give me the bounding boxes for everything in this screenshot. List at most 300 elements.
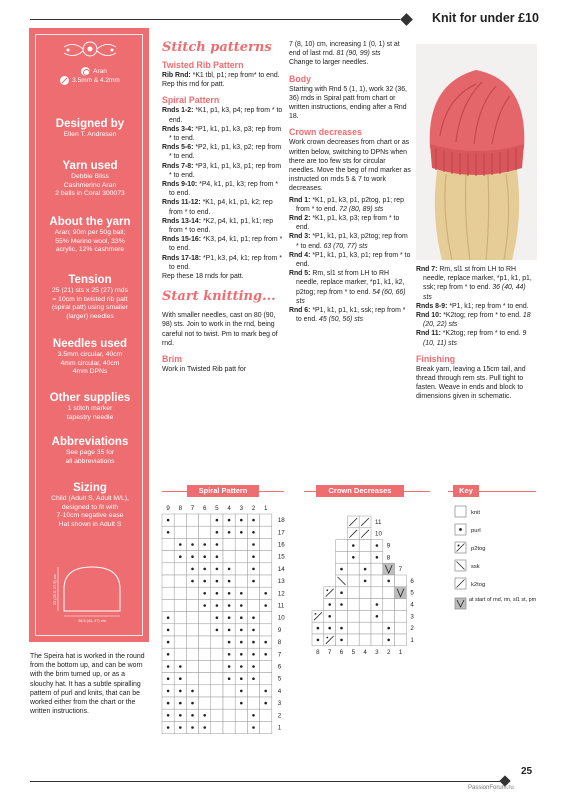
designer-name: Ellen T. Andresen: [63, 131, 117, 138]
chart-row-number: 7: [277, 651, 282, 659]
key-item-ssk: [455, 560, 480, 571]
floral-ornament-icon: [58, 39, 122, 61]
purl-dot: [228, 580, 231, 583]
hat-photo: [416, 44, 537, 260]
purl-dot: [252, 629, 255, 632]
crown-round-text: *P1, k1, p1, k1, ssk; rep from * to end.: [296, 307, 406, 324]
chart-cell: [211, 721, 223, 733]
purl-dot: [240, 702, 243, 705]
chart-column-number: 5: [351, 648, 356, 656]
rib-round-text: *K1 tbl, p1; rep from* to end.: [190, 72, 280, 79]
crown-round-label: Rnd 3:: [289, 233, 311, 241]
abbreviations-section: [36, 435, 144, 466]
chart-cell: [383, 610, 395, 622]
rib-round-label: Rib Rnd:: [162, 72, 191, 79]
chart-cell: [395, 634, 407, 646]
crown-stitch-count: 72 (80, 89) sts: [339, 205, 384, 213]
start-knitting-heading: Start knitting...: [162, 289, 276, 305]
other-supplies-heading: Other supplies: [49, 392, 131, 404]
chart-column-number: 1: [263, 505, 268, 512]
chart-column-number: 9: [166, 505, 170, 512]
column-3: [416, 265, 536, 402]
chart-cell: [235, 575, 247, 587]
chart-cell: [199, 697, 211, 709]
chart-row-number: 12: [277, 590, 285, 598]
purl-dot: [240, 592, 243, 595]
chart-cell: [235, 551, 247, 563]
crown-chart-title: Crown Decreases: [316, 485, 404, 497]
purl-dot: [317, 639, 320, 642]
purl-dot: [252, 677, 255, 680]
chart-cell: [383, 599, 395, 611]
sizing-line: designed to fit with: [61, 503, 119, 511]
chart-row-number: 6: [277, 663, 282, 671]
purl-dot: [167, 616, 170, 619]
chart-cell: [211, 636, 223, 648]
purl-dot: [240, 616, 243, 619]
chart-cell: [359, 634, 371, 646]
purl-dot: [240, 604, 243, 607]
needle-size: 3.5mm & 4.2mm: [72, 77, 120, 84]
purl-dot-icon: [459, 528, 462, 531]
spiral-round-label: Rnds 5-6:: [162, 144, 194, 152]
section-title: Knit for under £10: [432, 11, 539, 25]
purl-dot: [240, 677, 243, 680]
purl-dot: [352, 544, 355, 547]
chart-column-number: 8: [316, 648, 320, 656]
purl-dot: [228, 665, 231, 668]
about-yarn-line: 55% Merino wool, 33%: [55, 237, 125, 245]
purl-dot: [228, 653, 231, 656]
crown-round-text: *K1, p1, k3, p1, p2tog, p1; rep from * to end.: [296, 196, 404, 213]
chart-row-number: 13: [277, 578, 285, 586]
intro-text: The Speira hat is worked in the round from the bottom up, and can be worn with the brim turned up, or as a slouchy hat. It has a subtle spiralling pattern of purl and knits, that can be worked either from the chart or the written instructions.: [30, 653, 145, 716]
crown-stitch-count: 9 (10, 11) sts: [423, 330, 527, 347]
chart-cell: [211, 697, 223, 709]
spiral-repeat: Rep these 18 rnds for patt.: [162, 273, 244, 281]
chart-cell: [162, 599, 174, 611]
yarn-used-heading: Yarn used: [62, 160, 118, 172]
chart-key: [452, 500, 542, 620]
body-title: Body: [289, 73, 311, 84]
purl-dot: [216, 604, 219, 607]
purl-dot: [179, 714, 182, 717]
spiral-round-label: Rnds 9-10:: [162, 181, 198, 189]
crown-round-text: Rm, sl1 st from LH to RH needle, replace marker, *p1, k1, p1, ssk; rep from * to end.: [423, 266, 532, 292]
designed-by-section: [36, 117, 144, 140]
column-2: [289, 40, 411, 324]
purl-dot: [340, 639, 343, 642]
chart-cell: [260, 660, 272, 672]
chart-column-number: 6: [339, 648, 344, 656]
chart-cell: [211, 709, 223, 721]
chart-cell: [223, 709, 235, 721]
crown-round: [289, 196, 411, 214]
tension-line: = 10cm in twisted rib patt: [52, 295, 128, 303]
spiral-round: [162, 198, 284, 216]
header-rule: [30, 19, 400, 20]
purl-dot: [179, 543, 182, 546]
purl-dot: [376, 544, 379, 547]
chart-cell: [235, 709, 247, 721]
chart-cell: [162, 538, 174, 550]
chart-cell: [223, 685, 235, 697]
crown-round-label: Rnd 10:: [416, 312, 442, 320]
chart-cell: [395, 622, 407, 634]
hat-schematic-diagram: [50, 561, 130, 623]
crown-round-label: Rnd 11:: [416, 330, 441, 338]
brim-text: Work in Twisted Rib patt for: [162, 366, 246, 374]
key-item-p2tog: [455, 542, 486, 553]
yarn-weight: Aran: [93, 68, 107, 75]
spiral-round: [162, 254, 284, 272]
chart-cell: [347, 563, 359, 575]
chart-cell: [199, 514, 211, 526]
tension-section: [36, 273, 144, 321]
purl-dot: [264, 592, 267, 595]
purl-dot: [191, 726, 194, 729]
chart-row-number: 5: [410, 589, 414, 597]
chart-row-number: 4: [410, 601, 414, 609]
purl-dot: [203, 592, 206, 595]
chart-row-number: 14: [277, 565, 285, 573]
chart-column-number: 1: [398, 648, 403, 656]
key-label: knit: [471, 510, 481, 516]
purl-dot: [216, 519, 219, 522]
yarn-used-section: [36, 159, 144, 199]
purl-dot: [240, 519, 243, 522]
about-yarn-heading: About the yarn: [49, 216, 131, 228]
chart-cell: [223, 721, 235, 733]
chart-cell: [199, 685, 211, 697]
crown-round-text: *K1, p1, k3, p3; rep from * to end.: [296, 215, 400, 232]
crown-round-label: Rnd 4:: [289, 251, 311, 259]
purl-dot: [167, 531, 170, 534]
crown-round-label: Rnd 6:: [289, 307, 311, 315]
yarn-used-line: Debbie Bliss: [71, 173, 109, 180]
chart-column-number: 8: [178, 505, 183, 512]
crown-round: [289, 232, 411, 250]
purl-dot: [240, 665, 243, 668]
chart-cell: [235, 563, 247, 575]
page-number: 25: [521, 766, 533, 777]
chart-cell: [223, 538, 235, 550]
purl-dot: [264, 653, 267, 656]
chart-row-number: 3: [410, 613, 414, 621]
chart-cell: [347, 575, 359, 587]
purl-dot: [228, 629, 231, 632]
hat-illustration: [416, 44, 537, 260]
chart-cell: [211, 685, 223, 697]
key-label: p2tog: [471, 546, 486, 552]
chart-column-number: 3: [239, 505, 244, 512]
chart-cell: [223, 697, 235, 709]
purl-dot: [203, 568, 206, 571]
tension-line: (spiral patt) using smaller: [52, 304, 128, 312]
purl-dot: [264, 702, 267, 705]
chart-cell: [260, 551, 272, 563]
purl-dot: [203, 543, 206, 546]
purl-dot: [352, 556, 355, 559]
chart-cell: [371, 587, 383, 599]
purl-dot: [240, 531, 243, 534]
finishing-title: Finishing: [416, 353, 456, 364]
chart-cell: [359, 610, 371, 622]
purl-dot: [228, 519, 231, 522]
chart-cell: [162, 563, 174, 575]
purl-dot: [179, 677, 182, 680]
crown-stitch-count: 18 (20, 22) sts: [423, 312, 531, 329]
chart-cell: [199, 660, 211, 672]
yarn-used-line: Cashmerino Aran: [63, 181, 117, 189]
crown-round-label: Rnd 2:: [289, 215, 311, 223]
purl-dot: [228, 641, 231, 644]
chart-cell: [247, 685, 259, 697]
purl-dot: [264, 690, 267, 693]
chart-row-number: 10: [277, 614, 285, 622]
chart-cell: [347, 599, 359, 611]
purl-dot: [216, 555, 219, 558]
purl-dot: [252, 555, 255, 558]
sizing-line: 7-10cm negative ease: [56, 512, 124, 520]
purl-dot: [376, 556, 379, 559]
chart-row-number: 4: [277, 687, 282, 695]
header-diamond-icon: [400, 13, 413, 26]
other-supplies-line: tapestry needle: [66, 413, 114, 421]
purl-dot: [167, 641, 170, 644]
chart-cell: [199, 624, 211, 636]
rib-repeat: Rep this rnd for patt.: [162, 81, 225, 89]
chart-cell: [174, 575, 186, 587]
sizing-line: Hat shown in Adult S: [58, 520, 122, 528]
spiral-round-label: Rnds 1-2:: [162, 107, 194, 115]
crown-text: Work crown decreases from chart or as written below, switching to DPNs when there are too few sts for circular needles. Move the beg of rnd marker as instructed on rnds 5 & 7 to work decreases.: [289, 139, 411, 193]
chart-row-number: 7: [398, 566, 403, 574]
spiral-round-text: *P1, k1, p1, k3, p3; rep from * to end.: [169, 125, 282, 143]
chart-cell: [359, 587, 371, 599]
chart-cell: [186, 648, 198, 660]
chart-cell: [162, 575, 174, 587]
chart-column-number: 4: [227, 505, 231, 512]
spiral-round-label: Rnds 7-8:: [162, 162, 194, 170]
spiral-round-label: Rnds 13-14:: [162, 217, 202, 225]
chart-cell: [359, 551, 371, 563]
purl-dot: [167, 714, 170, 717]
chart-cell: [186, 526, 198, 538]
purl-dot: [240, 690, 243, 693]
chart-row-number: 10: [375, 530, 382, 538]
chart-cell: [359, 540, 371, 552]
chart-cell: [260, 575, 272, 587]
purl-dot: [216, 531, 219, 534]
purl-dot: [216, 629, 219, 632]
crown-round-label: Rnd 7:: [416, 266, 438, 273]
spiral-round-text: *K1, p1, k3, p4; rep from * to end.: [169, 107, 283, 124]
purl-dot: [328, 615, 331, 618]
crown-round-label: Rnds 8-9:: [416, 302, 448, 310]
chart-row-number: 18: [277, 517, 285, 525]
chart-row-number: 1: [410, 636, 414, 644]
purl-dot: [252, 726, 255, 729]
purl-dot: [203, 555, 206, 558]
spiral-round-text: *K3, p4, k1, p1; rep from * to end.: [169, 236, 283, 253]
chart-cell: [162, 551, 174, 563]
chart-cell: [336, 540, 348, 552]
brim-title: Brim: [162, 354, 183, 365]
purl-dot: [179, 555, 182, 558]
purl-dot: [191, 690, 194, 693]
chart-cell: [211, 660, 223, 672]
spiral-round-label: Rnds 15-16:: [162, 236, 202, 244]
purl-dot: [340, 591, 343, 594]
chart-column-number: 7: [327, 648, 332, 656]
chart-row-number: 2: [277, 712, 282, 720]
chart-cell: [174, 563, 186, 575]
purl-dot: [240, 653, 243, 656]
spiral-round: [162, 180, 284, 198]
sizing-line: Child (Adult S, Adult M/L),: [51, 495, 129, 502]
tension-line: 25 (21) sts x 25 (27) rnds: [52, 287, 128, 294]
chart-row-number: 9: [277, 626, 282, 634]
stitch-patterns-heading: Stitch patterns: [162, 40, 272, 55]
chart-cell: [260, 526, 272, 538]
crown-stitch-count: 54 (60, 66) sts: [296, 288, 406, 305]
chart-cell: [395, 610, 407, 622]
chart-cell: [174, 587, 186, 599]
other-supplies-line: 1 stitch marker: [67, 405, 113, 412]
needles-used-line: 4mm DPNs: [72, 368, 108, 376]
chart-cell: [371, 563, 383, 575]
footer-rule: [30, 781, 500, 782]
purl-dot: [216, 592, 219, 595]
hat-height-label: 23 (25.5, 27.5) cm: [53, 574, 57, 605]
chart-row-number: 3: [277, 700, 282, 708]
purl-dot: [203, 726, 206, 729]
key-item-knit: [455, 506, 480, 517]
chart-cell: [199, 526, 211, 538]
chart-cell: [336, 610, 348, 622]
spiral-round: [162, 143, 284, 161]
needles-used-section: [36, 337, 144, 377]
purl-dot: [203, 604, 206, 607]
chart-cell: [186, 673, 198, 685]
column-1: [162, 40, 284, 374]
purl-dot: [252, 714, 255, 717]
chart-cell: [371, 622, 383, 634]
chart-cell: [174, 514, 186, 526]
purl-dot: [340, 627, 343, 630]
twisted-rib-title: Twisted Rib Pattern: [162, 60, 244, 70]
chart-cell: [395, 599, 407, 611]
purl-dot: [252, 568, 255, 571]
chart-cell: [347, 634, 359, 646]
purl-dot: [264, 641, 267, 644]
crown-stitch-count: 45 (50, 56) sts: [319, 316, 364, 324]
spiral-round-text: *P2, k1, p1, k3, p2; rep from * to end.: [169, 144, 282, 161]
hat-width-label: 38.5 (43, 47) cm: [78, 619, 106, 623]
purl-dot: [179, 726, 182, 729]
chart-row-number: 2: [410, 625, 414, 633]
purl-dot: [216, 580, 219, 583]
chart-cell: [260, 673, 272, 685]
about-yarn-line: Aran; 90m per 50g ball;: [54, 229, 126, 236]
spiral-round: [162, 235, 284, 253]
change-needles: Change to larger needles.: [289, 59, 369, 67]
brim-continued-text: 7 (8, 10) cm, increasing 1 (0, 1) st at end of last rnd.: [289, 41, 400, 58]
body-text: Starting with Rnd 5 (1, 1), work 32 (36, 36) rnds in Spiral patt from chart or written instructions, ending after a Rnd 18.: [289, 85, 407, 121]
chart-cell: [260, 563, 272, 575]
purl-dot: [340, 568, 343, 571]
purl-dot: [179, 690, 182, 693]
chart-cell: [260, 612, 272, 624]
chart-cell: [247, 697, 259, 709]
purl-dot: [252, 580, 255, 583]
crown-round: [289, 251, 411, 269]
purl-dot: [167, 519, 170, 522]
purl-dot: [167, 677, 170, 680]
purl-dot: [228, 592, 231, 595]
abbreviations-line: all abbreviations: [65, 457, 115, 465]
purl-dot: [240, 641, 243, 644]
purl-dot: [264, 604, 267, 607]
purl-dot: [228, 568, 231, 571]
chart-cell: [359, 599, 371, 611]
purl-dot: [203, 580, 206, 583]
chart-cell: [186, 660, 198, 672]
purl-dot: [191, 543, 194, 546]
spiral-round-label: Rnds 17-18:: [162, 254, 202, 262]
crown-round: [416, 329, 536, 347]
chart-row-number: 15: [277, 553, 285, 561]
chart-cell: [260, 624, 272, 636]
spiral-round-text: *P4, k1, p1, k3; rep from * to end.: [169, 181, 279, 198]
needles-used-line: 3.5mm circular, 40cm: [57, 351, 123, 358]
purl-dot: [387, 639, 390, 642]
purl-dot: [191, 580, 194, 583]
chart-cell: [199, 636, 211, 648]
purl-dot: [228, 677, 231, 680]
purl-dot: [167, 702, 170, 705]
crown-round-text: Rm, sl1 st from LH to RH needle, replace marker, *p1, k1, k2, p2tog; rep from * to end.: [296, 270, 405, 296]
purl-dot: [179, 665, 182, 668]
watermark: PassionForum.ru: [468, 785, 514, 791]
chart-cell: [260, 721, 272, 733]
purl-dot: [252, 653, 255, 656]
chart-cell: [247, 587, 259, 599]
chart-cell: [211, 648, 223, 660]
pattern-info-panel: [29, 28, 149, 642]
key-label: purl: [471, 528, 481, 534]
crown-title: Crown decreases: [289, 127, 362, 138]
purl-dot: [228, 531, 231, 534]
spiral-round-text: *K1, p4, k1, p1, k2; rep from * to end.: [169, 199, 273, 216]
spiral-round-label: Rnds 11-12:: [162, 199, 201, 207]
chart-row-number: 11: [375, 518, 382, 526]
crown-round: [289, 214, 411, 232]
key-label: at start of rnd, rm, sl1 st, pm: [469, 597, 537, 603]
purl-dot: [252, 616, 255, 619]
crown-round-text: *P1, k1, p1, k3, p2tog; rep from * to end.: [296, 233, 408, 250]
purl-dot: [216, 543, 219, 546]
purl-dot: [387, 627, 390, 630]
chart-cell: [199, 612, 211, 624]
chart-column-number: 4: [363, 648, 367, 656]
spiral-round: [162, 106, 284, 124]
purl-dot: [191, 555, 194, 558]
chart-cell: [260, 709, 272, 721]
chart-row-number: 8: [277, 639, 282, 647]
key-title: Key: [453, 485, 479, 497]
